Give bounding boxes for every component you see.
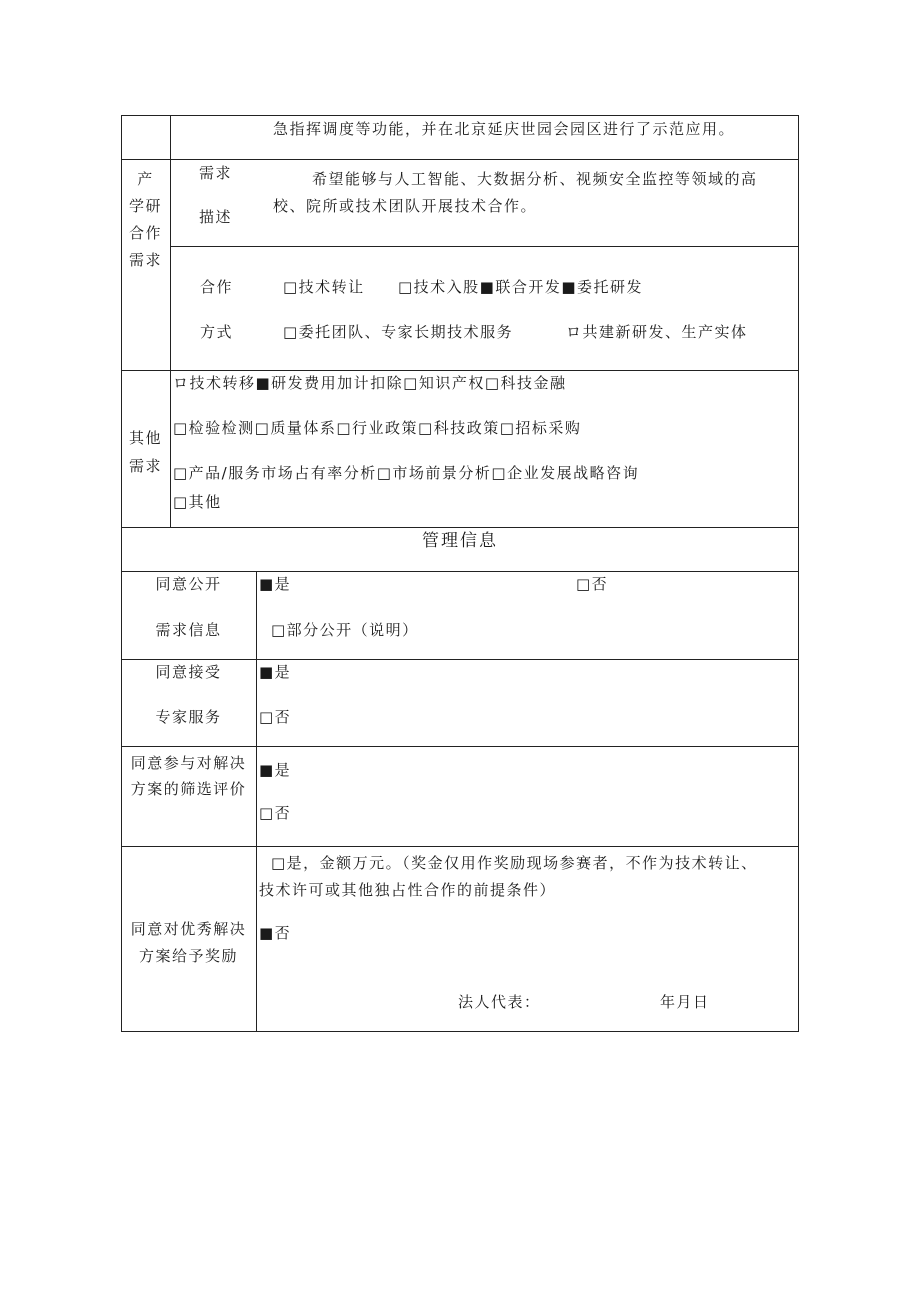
grid-line bbox=[121, 370, 799, 371]
reward-yes-option[interactable]: □是，金额万元。（奖金仅用作奖励现场参赛者，不作为技术转让、 bbox=[271, 854, 758, 872]
grid-line bbox=[171, 246, 799, 247]
coop-label-line: 产 bbox=[137, 170, 154, 188]
intro-text: 急指挥调度等功能，并在北京延庆世园会园区进行了示范应用。 bbox=[273, 120, 736, 138]
grid-line bbox=[121, 159, 799, 160]
coop-mode-options[interactable]: □技术转让 bbox=[283, 278, 365, 296]
screening-no-option[interactable]: □否 bbox=[259, 804, 292, 822]
expert-label: 专家服务 bbox=[155, 708, 222, 726]
grid-line bbox=[121, 1031, 799, 1032]
screening-yes-option[interactable]: ■是 bbox=[259, 761, 292, 779]
coop-mode-options[interactable]: □委托团队、专家长期技术服务 bbox=[283, 323, 514, 341]
coop-label-line: 合作 bbox=[128, 224, 162, 242]
demand-description: 校、院所或技术团队开展技术合作。 bbox=[273, 197, 538, 215]
other-label: 需求 bbox=[128, 457, 162, 475]
coop-mode-label: 方式 bbox=[200, 323, 234, 341]
grid-line bbox=[256, 571, 257, 1032]
coop-label-line: 学研 bbox=[128, 197, 162, 215]
other-options[interactable]: ロ技术转移■研发费用加计扣除□知识产权□科技金融 bbox=[173, 374, 567, 392]
coop-mode-options[interactable]: ロ共建新研发、生产实体 bbox=[566, 323, 748, 341]
grid-line bbox=[121, 571, 799, 572]
grid-line bbox=[121, 527, 799, 528]
reward-yes-note: 技术许可或其他独占性合作的前提条件） bbox=[259, 881, 557, 899]
screening-label: 同意参与对解决 bbox=[130, 754, 247, 772]
coop-label-line: 需求 bbox=[128, 251, 162, 269]
signature-date: 年月日 bbox=[660, 993, 710, 1011]
disclose-yes-option[interactable]: ■是 bbox=[259, 575, 292, 593]
other-label: 其他 bbox=[128, 429, 162, 447]
grid-line bbox=[121, 659, 799, 660]
reward-label: 方案给予奖励 bbox=[138, 947, 238, 965]
expert-no-option[interactable]: □否 bbox=[259, 708, 292, 726]
grid-line bbox=[121, 846, 799, 847]
grid-line bbox=[798, 115, 799, 1032]
demand-label: 描述 bbox=[199, 208, 233, 226]
demand-label: 需求 bbox=[199, 164, 233, 182]
management-title: 管理信息 bbox=[422, 531, 498, 551]
reward-label: 同意对优秀解决 bbox=[130, 920, 247, 938]
disclose-label: 同意公开 bbox=[155, 575, 222, 593]
grid-line bbox=[170, 115, 171, 527]
expert-label: 同意接受 bbox=[155, 663, 222, 681]
screening-label: 方案的筛选评价 bbox=[130, 780, 247, 798]
other-options[interactable]: □其他 bbox=[173, 493, 222, 511]
coop-mode-options[interactable]: □技术入股■联合开发■委托研发 bbox=[398, 278, 644, 296]
coop-mode-label: 合作 bbox=[200, 278, 234, 296]
other-options[interactable]: □产品/服务市场占有率分析□市场前景分析□企业发展战略咨询 bbox=[173, 464, 640, 482]
expert-yes-option[interactable]: ■是 bbox=[259, 663, 292, 681]
grid-line bbox=[121, 746, 799, 747]
disclose-partial-option[interactable]: □部分公开（说明） bbox=[271, 621, 419, 639]
grid-line bbox=[121, 115, 799, 116]
other-options[interactable]: □检验检测□质量体系□行业政策□科技政策□招标采购 bbox=[173, 419, 582, 437]
legal-representative-label: 法人代表： bbox=[458, 993, 541, 1011]
disclose-label: 需求信息 bbox=[155, 621, 222, 639]
demand-description: 希望能够与人工智能、大数据分析、视频安全监控等领域的高 bbox=[312, 170, 758, 188]
disclose-no-option[interactable]: □否 bbox=[576, 575, 609, 593]
reward-no-option[interactable]: ■否 bbox=[259, 924, 292, 942]
